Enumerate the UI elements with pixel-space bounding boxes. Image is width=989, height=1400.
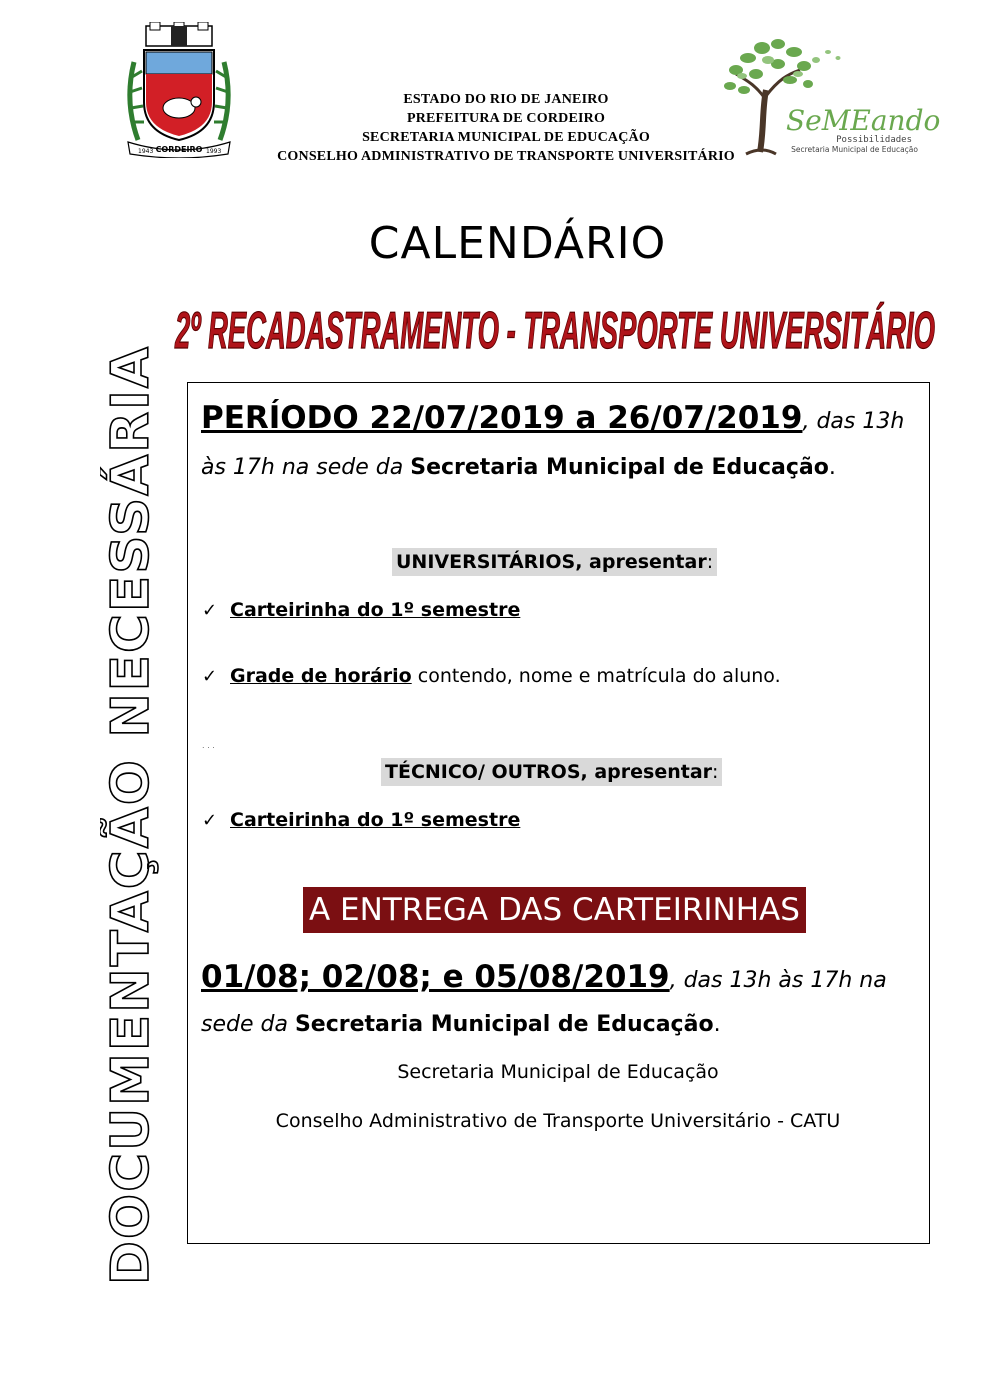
tecnico-label bbox=[381, 758, 722, 786]
subtitle-banner bbox=[160, 296, 950, 366]
crest-year-left: 1943 bbox=[138, 148, 154, 155]
period-end: . bbox=[828, 455, 836, 480]
side-label bbox=[100, 340, 162, 1290]
checkmark-icon: ✓ bbox=[202, 810, 218, 831]
side-label-text: DOCUMENTAÇÃO NECESSÁRIA bbox=[101, 362, 161, 1285]
checkmark-icon: ✓ bbox=[202, 666, 218, 687]
delivery-dates: 01/08; 02/08; e 05/08/2019 bbox=[201, 959, 670, 995]
semeando-logo-tagline: Possibilidades bbox=[836, 135, 912, 145]
semeando-tree-logo bbox=[716, 30, 940, 160]
header-council: CONSELHO ADMINISTRATIVO DE TRANSPORTE UNIVERSITÁRIO bbox=[277, 149, 735, 164]
footer-secretariat: Secretaria Municipal de Educação bbox=[397, 1061, 719, 1083]
semeando-logo-name: SeMEando bbox=[786, 104, 940, 137]
list-item-rest: contendo, nome e matrícula do aluno. bbox=[411, 665, 781, 687]
checkmark-icon: ✓ bbox=[202, 600, 218, 621]
delivery-hours: , das 13h às 17h na sede da bbox=[201, 968, 887, 1037]
list-item-bold: Grade de horário bbox=[230, 665, 412, 687]
period-section bbox=[201, 395, 921, 491]
delivery-section bbox=[201, 955, 921, 1047]
period-dates: PERÍODO 22/07/2019 a 26/07/2019 bbox=[201, 400, 803, 436]
list-item-bold: Carteirinha do 1º semestre bbox=[230, 809, 521, 831]
delivery-end: . bbox=[713, 1012, 721, 1037]
crest-year-right: 1993 bbox=[206, 148, 222, 155]
delivery-banner: A ENTREGA DAS CARTEIRINHAS bbox=[303, 887, 806, 933]
footer-council: Conselho Administrativo de Transporte Universitário - CATU bbox=[275, 1110, 841, 1132]
crest-ribbon-text: CORDEIRO bbox=[155, 145, 203, 154]
universitarios-label-text: UNIVERSITÁRIOS, apresentar bbox=[396, 551, 707, 573]
tecnico-label-text: TÉCNICO/ OUTROS, apresentar bbox=[385, 761, 713, 783]
page-title: CALENDÁRIO bbox=[368, 218, 667, 269]
list-item bbox=[202, 807, 520, 834]
info-box bbox=[187, 382, 930, 1244]
universitarios-label-colon: : bbox=[706, 551, 714, 573]
period-hours: , das 13h às 17h na sede da bbox=[201, 409, 905, 480]
tecnico-label-colon: : bbox=[712, 761, 719, 783]
header-state: ESTADO DO RIO DE JANEIRO bbox=[403, 92, 609, 107]
subtitle-text: 2º RECADASTRAMENTO - TRANSPORTE UNIVERSITÁRIO bbox=[174, 302, 935, 360]
tiny-dots: . . . bbox=[202, 741, 215, 750]
semeando-logo-org: Secretaria Municipal de Educação bbox=[791, 145, 918, 154]
delivery-location: Secretaria Municipal de Educação bbox=[294, 1012, 714, 1037]
header-secretariat: SECRETARIA MUNICIPAL DE EDUCAÇÃO bbox=[362, 130, 650, 145]
header-prefecture: PREFEITURA DE CORDEIRO bbox=[406, 111, 606, 126]
list-item-bold: Carteirinha do 1º semestre bbox=[230, 599, 521, 621]
period-location: Secretaria Municipal de Educação bbox=[410, 455, 829, 480]
list-item bbox=[202, 597, 520, 624]
list-item bbox=[202, 663, 781, 690]
universitarios-label bbox=[392, 548, 717, 576]
